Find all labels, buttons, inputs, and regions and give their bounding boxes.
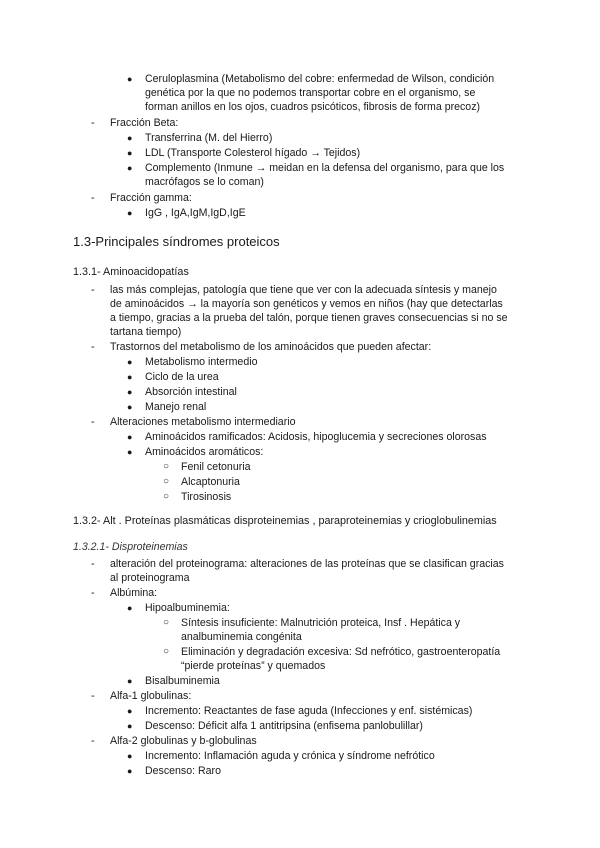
list-item: LDL (Transporte Colesterol hígado → Tejidos) <box>145 147 361 159</box>
dash-marker: - <box>91 558 95 570</box>
dash-marker: - <box>91 690 95 702</box>
subsection-heading: 1.3.1- Aminoacidopatías <box>73 266 189 278</box>
text-line: tartana tiempo) <box>110 326 182 338</box>
text-line: forman anillos en los ojos, cuadros psicóticos, fibrosis de forma precoz) <box>145 101 481 113</box>
bullet-icon: ● <box>127 402 133 412</box>
text-line: las más complejas, patología que tiene que ver con la adecuada síntesis y manejo <box>110 284 497 296</box>
sub-subsection-title: Disproteinemias <box>111 541 188 553</box>
list-item: Manejo renal <box>145 401 207 413</box>
bullet-icon: ● <box>127 357 133 367</box>
bullet-icon: ● <box>127 148 133 158</box>
list-item: Incremento: Inflamación aguda y crónica y síndrome nefrótico <box>145 750 435 762</box>
list-label: Alfa-2 globulinas y b-globulinas <box>110 735 257 747</box>
sub-subsection-heading <box>73 540 188 554</box>
circle-bullet-icon: ○ <box>163 461 170 472</box>
list-item: Ciclo de la urea <box>145 371 219 383</box>
list-label: Alteraciones metabolismo intermediario <box>110 416 296 428</box>
list-item: Fenil cetonuria <box>181 461 251 473</box>
bullet-icon: ● <box>127 74 133 84</box>
bullet-icon: ● <box>127 603 133 613</box>
dash-marker: - <box>91 587 95 599</box>
section-heading: 1.3-Principales síndromes proteicos <box>73 234 280 249</box>
list-item: “pierde proteínas” y quemados <box>181 660 326 672</box>
list-item: Descenso: Raro <box>145 765 221 777</box>
list-item: Complemento (Inmune → meidan en la defensa del organismo, para que los <box>145 162 505 174</box>
subsection-heading: 1.3.2- Alt . Proteínas plasmáticas disproteinemias , paraproteinemias y crioglobulinemias <box>73 515 497 527</box>
list-item: Metabolismo intermedio <box>145 356 258 368</box>
circle-bullet-icon: ○ <box>163 617 170 628</box>
list-label: Albúmina: <box>110 587 158 599</box>
circle-bullet-icon: ○ <box>163 476 170 487</box>
list-item: Descenso: Déficit alfa 1 antitripsina (enfisema panlobulillar) <box>145 720 423 732</box>
list-label: Fracción gamma: <box>110 192 192 204</box>
bullet-icon: ● <box>127 751 133 761</box>
text-line: alteración del proteinograma: alteraciones de las proteínas que se clasifican gracias <box>110 558 504 570</box>
list-item: Bisalbuminemia <box>145 675 220 687</box>
dash-marker: - <box>91 117 95 129</box>
list-item: Incremento: Reactantes de fase aguda (Infecciones y enf. sistémicas) <box>145 705 473 717</box>
bullet-icon: ● <box>127 721 133 731</box>
bullet-icon: ● <box>127 432 133 442</box>
bullet-icon: ● <box>127 766 133 776</box>
list-item: macrófagos se lo coman) <box>145 176 264 188</box>
bullet-icon: ● <box>127 447 133 457</box>
list-label: Trastornos del metabolismo de los aminoácidos que pueden afectar: <box>110 341 432 353</box>
dash-marker: - <box>91 284 95 296</box>
bullet-icon: ● <box>127 706 133 716</box>
list-label: Fracción Beta: <box>110 117 179 129</box>
sub-subsection-number: 1.3.2.1- <box>73 541 109 553</box>
list-label: Alfa-1 globulinas: <box>110 690 192 702</box>
circle-bullet-icon: ○ <box>163 646 170 657</box>
bullet-icon: ● <box>127 133 133 143</box>
text-line: genética por la que no podemos transportar cobre en el organismo, se <box>145 87 476 99</box>
bullet-icon: ● <box>127 387 133 397</box>
list-item: IgG , IgA,IgM,IgD,IgE <box>145 207 246 219</box>
list-item: Aminoácidos aromáticos: <box>145 446 264 458</box>
dash-marker: - <box>91 192 95 204</box>
list-item: Transferrina (M. del Hierro) <box>145 132 273 144</box>
text-line: Ceruloplasmina (Metabolismo del cobre: enfermedad de Wilson, condición <box>145 73 495 85</box>
list-item: Tirosinosis <box>181 491 232 503</box>
list-item: analbuminemia congénita <box>181 631 302 643</box>
bullet-icon: ● <box>127 372 133 382</box>
bullet-icon: ● <box>127 208 133 218</box>
text-line: al proteinograma <box>110 572 190 584</box>
list-item: Absorción intestinal <box>145 386 237 398</box>
list-item: Eliminación y degradación excesiva: Sd nefrótico, gastroenteropatía <box>181 646 501 658</box>
list-item: Síntesis insuficiente: Malnutrición proteica, Insf . Hepática y <box>181 617 461 629</box>
list-item: Hipoalbuminemia: <box>145 602 230 614</box>
text-line: de aminoácidos → la mayoría son genéticos y vemos en niños (hay que detectarlas <box>110 298 503 310</box>
dash-marker: - <box>91 735 95 747</box>
dash-marker: - <box>91 341 95 353</box>
list-item: Aminoácidos ramificados: Acidosis, hipoglucemia y secreciones olorosas <box>145 431 487 443</box>
bullet-icon: ● <box>127 163 133 173</box>
list-item: Alcaptonuria <box>181 476 240 488</box>
text-line: a tiempo, gracias a la prueba del talón, porque tienen graves consecuencias si no se <box>110 312 508 324</box>
dash-marker: - <box>91 416 95 428</box>
circle-bullet-icon: ○ <box>163 491 170 502</box>
bullet-icon: ● <box>127 676 133 686</box>
